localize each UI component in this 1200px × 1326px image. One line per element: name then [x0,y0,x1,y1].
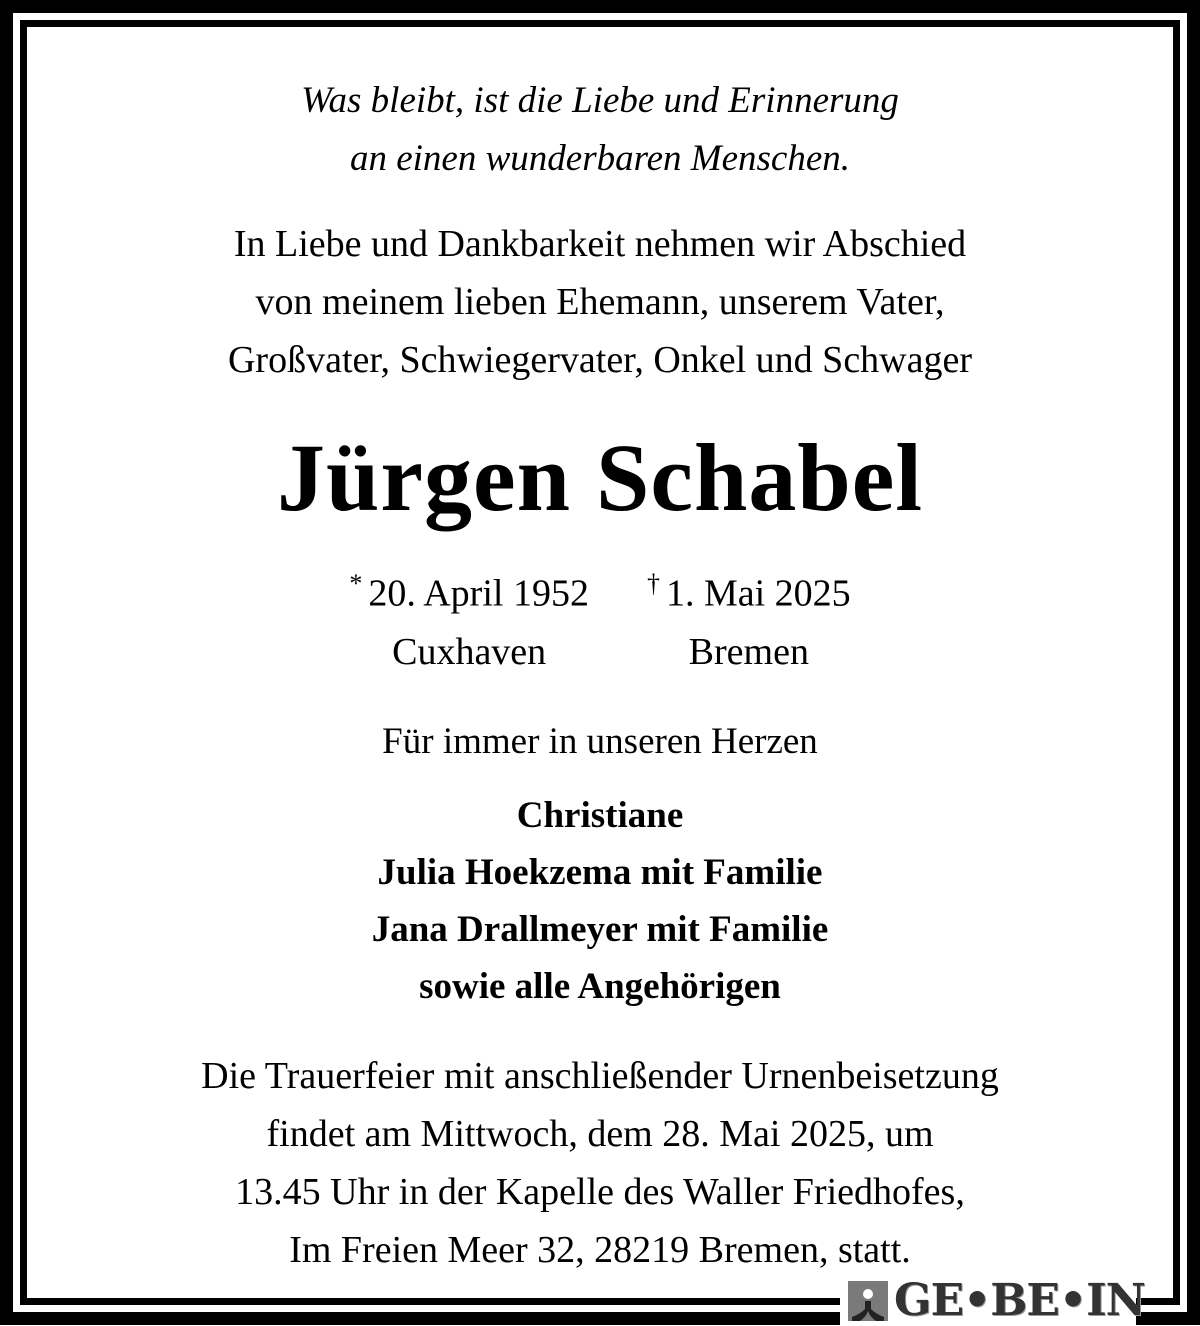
intro-line: Großvater, Schwiegervater, Onkel und Schwager [227,339,973,381]
gebein-logo [840,1275,1145,1326]
deceased-name: Jürgen Schabel [276,424,924,531]
death-date-line [647,555,851,623]
obituary-notice [27,27,1173,1298]
mourners-list [27,787,1173,1015]
birth-info [349,555,589,681]
mourner: Jana Drallmeyer mit Familie [371,909,829,950]
death-info [647,555,851,681]
death-cross-icon: † [646,569,660,598]
ceremony-line: Im Freien Meer 32, 28219 Bremen, statt. [289,1229,911,1271]
farewell-intro [27,215,1173,389]
intro-line: In Liebe und Dankbarkeit nehmen wir Abschied [233,223,967,265]
death-date: 1. Mai 2025 [665,572,851,615]
death-place: Bremen [688,630,809,673]
gebein-logo-text: GE•BE•IN [894,1275,1145,1326]
ceremony-line: findet am Mittwoch, dem 28. Mai 2025, um [266,1113,934,1155]
ceremony-details [27,1047,1173,1279]
motto-quote [27,72,1173,188]
gebein-logo-icon [848,1281,888,1321]
motto-line: Was bleibt, ist die Liebe und Erinnerung [301,80,899,121]
birth-star-icon: * [349,569,363,598]
birth-date-line [349,555,589,623]
birth-place: Cuxhaven [392,630,547,673]
intro-line: von meinem lieben Ehemann, unserem Vater, [255,281,945,323]
ceremony-line: Die Trauerfeier mit anschließender Urnenbeisetzung [201,1055,999,1097]
ceremony-line: 13.45 Uhr in der Kapelle des Waller Friedhofes, [235,1171,965,1213]
birth-date: 20. April 1952 [368,572,589,615]
life-dates [27,555,1173,681]
mourner: Christiane [516,795,684,836]
motto-line: an einen wunderbaren Menschen. [349,138,851,179]
mourner: Julia Hoekzema mit Familie [377,852,823,893]
tagline: Für immer in unseren Herzen [382,721,818,762]
mourner: sowie alle Angehörigen [419,966,781,1007]
